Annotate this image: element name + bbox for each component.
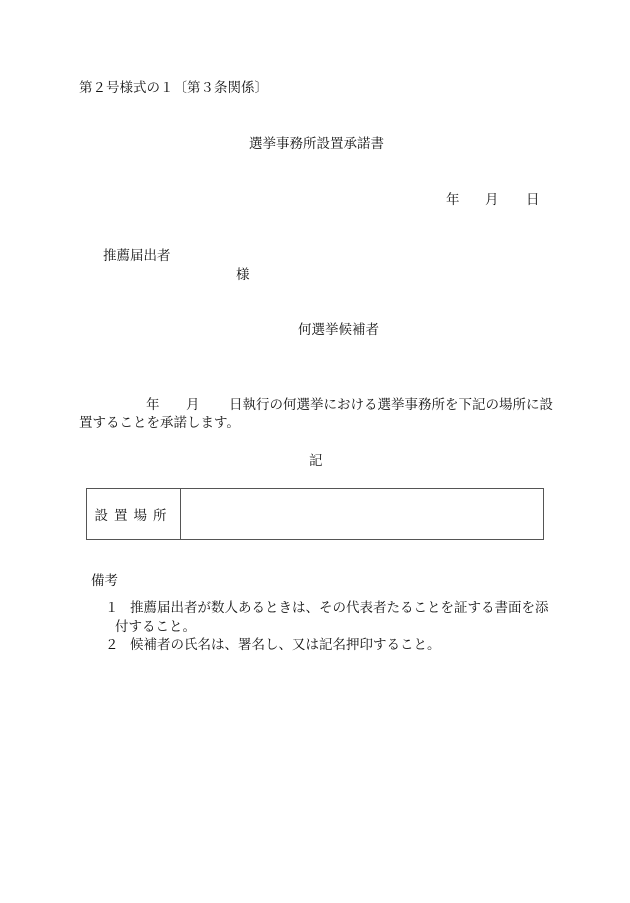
ki-heading: 記 [309, 453, 323, 469]
note-1-text-line2: 付すること。 [115, 619, 196, 635]
body-year: 年 [146, 397, 160, 413]
document-title: 選挙事務所設置承諾書 [249, 136, 384, 152]
body-text-line2: 置することを承諾します。 [79, 415, 240, 431]
addressee-label: 推薦届出者 [103, 248, 171, 264]
location-table [86, 488, 544, 540]
sender-name: 何選挙候補者 [298, 322, 379, 338]
date-day: 日 [526, 192, 540, 208]
notes-heading: 備考 [91, 573, 118, 589]
location-value-field[interactable] [181, 489, 543, 539]
note-2-text: 候補者の氏名は、署名し、又は記名押印すること。 [130, 637, 441, 653]
addressee-honorific: 様 [236, 267, 250, 283]
date-month: 月 [485, 192, 499, 208]
location-label: 設置場所 [87, 489, 181, 539]
body-text-line1: 日執行の何選挙における選挙事務所を下記の場所に設 [229, 397, 553, 413]
note-1-number: １ [105, 600, 119, 616]
body-month: 月 [186, 397, 200, 413]
form-number: 第２号様式の１〔第３条関係〕 [79, 80, 268, 96]
note-2-number: ２ [105, 637, 119, 653]
date-year: 年 [446, 192, 460, 208]
note-1-text-line1: 推薦届出者が数人あるときは、その代表者たることを証する書面を添 [130, 600, 549, 616]
